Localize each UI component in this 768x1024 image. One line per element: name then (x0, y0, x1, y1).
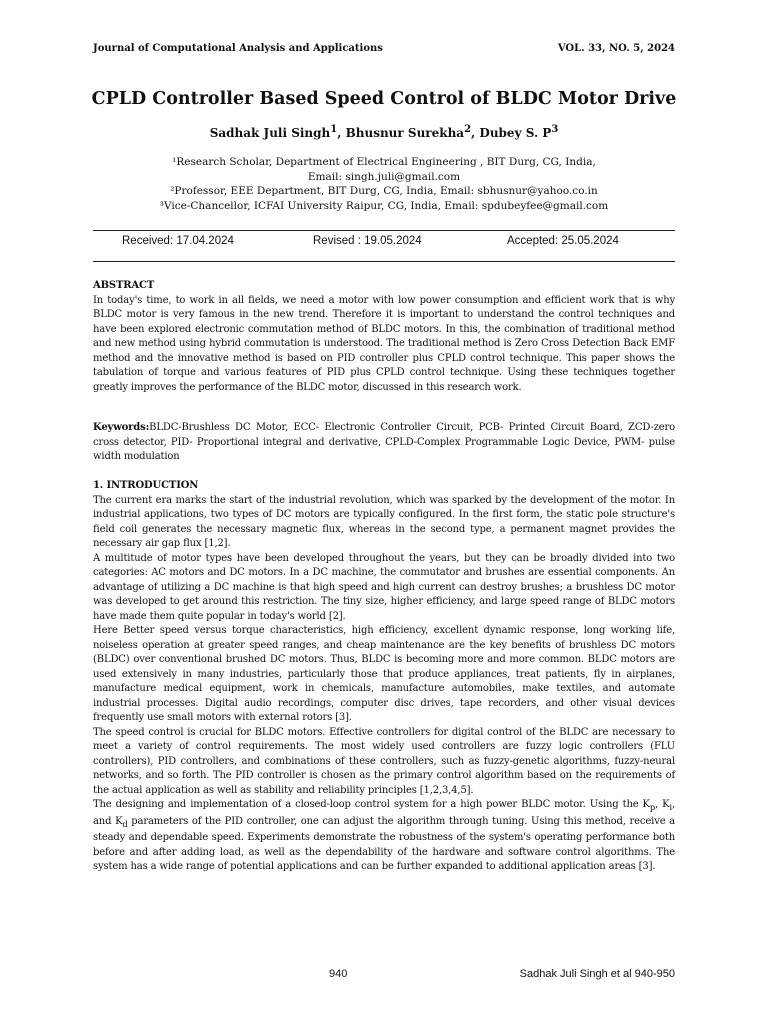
author-2: Bhusnur Surekha (345, 126, 465, 140)
kp-subscript: p (649, 802, 656, 812)
keywords-text: BLDC-Brushless DC Motor, ECC- Electronic Controller Circuit, PCB- Printed Circuit Board, ZCD-zero cross detector, PID- Proportional integral and derivative, CPLD-Complex Programmable Logic Device, PWM- pulse width modulation (93, 422, 675, 462)
page-number: 940 (329, 968, 348, 980)
intro-paragraph-5 (93, 798, 675, 875)
revised-date: Revised : 19.05.2024 (313, 235, 422, 247)
intro-paragraph-2: A multitude of motor types have been developed throughout the years, but they can be broadly divided into two categories: AC motors and DC motors. In a DC machine, the commutator and brushes are essential components. An advantage of utilizing a DC machine is that high speed and high current can destroy brushes; a brushless DC motor was developed to get around this restriction. The tiny size, higher efficiency, and large speed range of BLDC motors have made them quite popular in today's world [2]. (93, 552, 675, 622)
journal-name: Journal of Computational Analysis and Applications (93, 43, 383, 54)
intro-paragraph-1: The current era marks the start of the industrial revolution, which was sparked by the development of the motor. In industrial applications, two types of DC motors are typically configured. In the first form, the static pole structure's field coil generates the necessary magnetic flux, whereas in the second type, a permanent magnet provides the necessary air gap flux [1,2]. (93, 494, 675, 549)
dates-top-rule (93, 230, 675, 231)
affiliation-1: ¹Research Scholar, Department of Electrical Engineering , BIT Durg, CG, India, (172, 156, 596, 168)
author-3: Dubey S. P (479, 126, 552, 140)
p5-text-a: The designing and implementation of a closed-loop control system for a high power BLDC motor. Using the K (93, 799, 650, 810)
author-1-marker: 1 (330, 124, 338, 135)
paper-title: CPLD Controller Based Speed Control of BLDC Motor Drive (91, 89, 677, 109)
introduction-section (93, 479, 675, 875)
accepted-date: Accepted: 25.05.2024 (507, 235, 619, 247)
author-2-marker: 2 (464, 124, 472, 135)
p5-text-b: , K (655, 799, 670, 810)
ki-subscript: i (669, 802, 672, 812)
keywords-paragraph (93, 421, 675, 465)
volume-info: VOL. 33, NO. 5, 2024 (557, 43, 675, 54)
keywords-section (93, 421, 675, 465)
affiliations (0, 155, 768, 213)
intro-paragraph-4: The speed control is crucial for BLDC motors. Effective controllers for digital control of the BLDC are necessary to meet a variety of control requirements. The most widely used controllers are fuzzy logic controllers (FLU controllers), PID controllers, and combinations of these controllers, such as fuzzy-genetic algorithms, fuzzy-neural networks, and so forth. The PID controller is chosen as the primary control algorithm based on the requirements of the actual application as well as stability and reliability principles [1,2,3,4,5]. (93, 726, 675, 796)
running-header (93, 43, 675, 54)
abstract-section (93, 279, 675, 395)
received-date: Received: 17.04.2024 (122, 235, 234, 247)
affiliation-2: ²Professor, EEE Department, BIT Durg, CG, India, Email: sbhusnur@yahoo.co.in (170, 185, 598, 197)
intro-paragraph-3: Here Better speed versus torque characteristics, high efficiency, excellent dynamic response, long working life, noiseless operation at greater speed ranges, and cheap maintenance are the key benefits of brushless DC motors (BLDC) over conventional brushed DC motors. Thus, BLDC is becoming more and more common. BLDC motors are used extensively in many industries, particularly those that produce appliances, treat patients, fly in airplanes, manufacture medical equipment, work in chemicals, manufacture automobiles, make textiles, and automate industrial processes. Digital audio recordings, computer disc drives, tape recorders, and other visual devices frequently use small motors with external rotors [3]. (93, 625, 675, 723)
author-list: Sadhak Juli Singh$^1$, Bhusnur Surekha$^2$, Dubey S. $P^3$ (209, 124, 559, 140)
keywords-label: Keywords: (93, 422, 150, 433)
running-footer-author: Sadhak Juli Singh et al 940-950 (519, 968, 675, 980)
abstract-text: In today's time, to work in all fields, we need a motor with low power consumption and efficient work that is why BLDC motor is very famous in the new trend. Therefore it is important to understand the control techniques and have been explored electronic commutation method of BLDC motors. In this, the combination of traditional method and new method using hybrid commutation is understood. The traditional method is Zero Cross Detection Back EMF method and the innovative method is based on PID controller plus CPLD control technique. This paper shows the tabulation of torque and various features of PID plus CPLD control technique. Using these techniques together greatly improves the performance of the BLDC motor, discussed in this research work. (93, 294, 675, 393)
author-3-marker: 3 (551, 124, 559, 135)
affiliation-3: ³Vice-Chancellor, ICFAI University Raipur, CG, India, Email: spdubeyfee@gmail.com (159, 199, 609, 212)
p5-text-d: parameters of the PID controller, one can adjust the algorithm through tuning. Using this method, receive a steady and dependable speed. Experiments demonstrate the robustness of the system's operating performance both before and after adding load, as well as the dependability of the hardware and software control algorithms. The system has a wide range of potential applications and can be further expanded to additional application areas [3]. (93, 815, 675, 872)
author-1: Sadhak Juli Singh (209, 126, 331, 140)
affiliation-1-email: Email: singh.juli@gmail.com (307, 170, 461, 183)
introduction-heading: 1. INTRODUCTION (93, 480, 199, 491)
abstract-heading: ABSTRACT (93, 280, 155, 291)
dates-bottom-rule (93, 261, 675, 262)
kd-subscript: d (122, 818, 128, 829)
p5-text-c: , and K (93, 799, 675, 827)
